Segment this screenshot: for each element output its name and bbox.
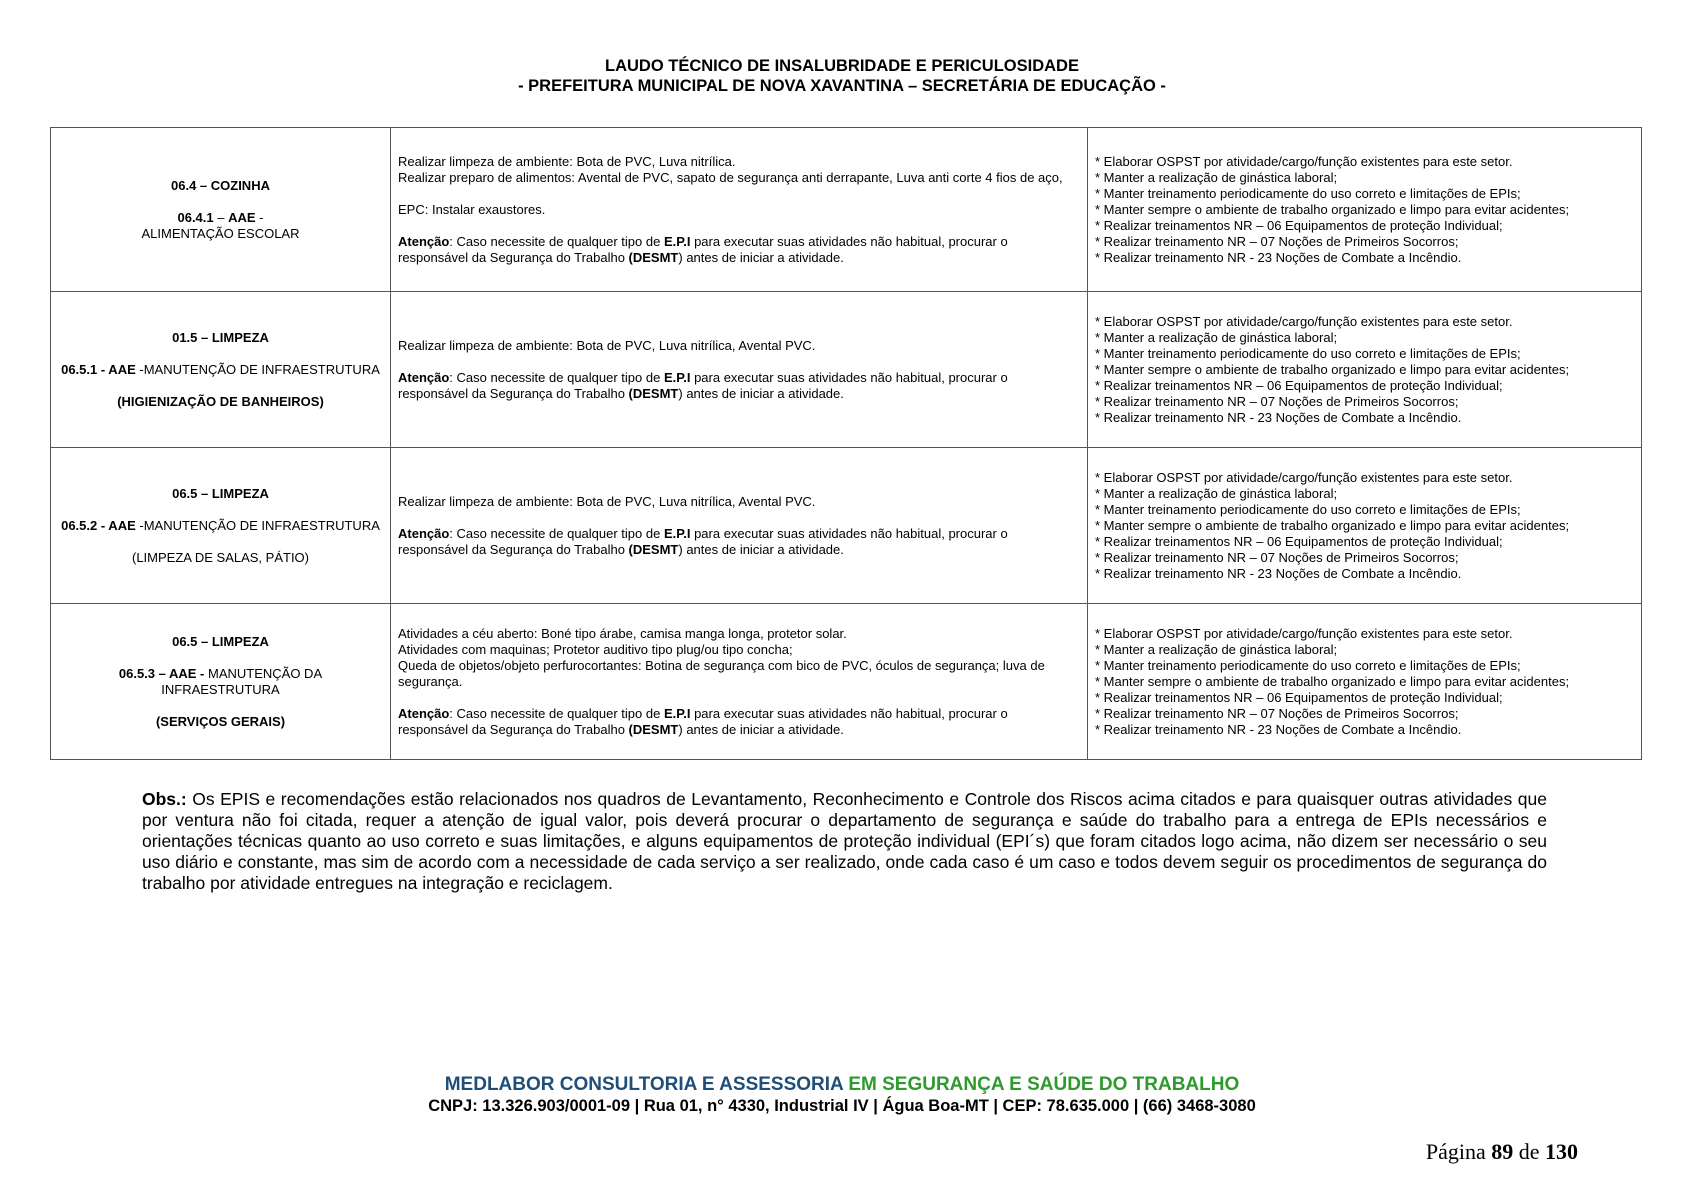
sector-title: 06.5 – LIMPEZA	[172, 485, 269, 501]
epi-line: Atividades com maquinas; Protetor auditivo tipo plug/ou tipo concha;	[398, 641, 793, 657]
sector-title: 06.5 – LIMPEZA	[172, 633, 269, 649]
observation-text: Os EPIS e recomendações estão relacionados nos quadros de Levantamento, Reconhecimento e Controle dos Riscos acima citados e para quaisquer outras atividades que por ventura não foi citada, requer a atenção de igual valor, pois deverá procurar o departamento de segurança e saúde do trabalho para a entrega de EPIs necessários e orientações técnicas quanto ao uso correto e suas limitações, e alguns equipamentos de proteção individual (EPI´s) que foram citados logo acima, não dizem ser necessário o seu uso diário e constante, mas sim de acordo com a necessidade de cada serviço a ser realizado, onde cada caso é um caso e todos devem seguir os procedimentos de segurança do trabalho por atividade entregues na integração e reciclagem.	[142, 789, 1547, 893]
recommendations-cell	[1088, 604, 1642, 760]
footer-company-area: EM SEGURANÇA E SAÚDE DO TRABALHO	[843, 1074, 1240, 1095]
sector-cell	[51, 604, 391, 760]
document-header	[0, 56, 1684, 96]
sub-sector: 06.5.1 - AAE -MANUTENÇÃO DE INFRAESTRUTURA	[61, 361, 380, 377]
table-row	[51, 604, 1642, 760]
recommendations-list: * Elaborar OSPST por atividade/cargo/função existentes para este setor. * Manter a realização de ginástica laboral; * Manter treinamento periodicamente do uso correto e limitações de EPIs; * Manter sempre o ambiente de trabalho organizado e limpo para evitar acidentes; * Realizar treinamentos NR – 06 Equipamentos de proteção Individual; * Realizar treinamento NR – 07 Noções de Primeiros Socorros; * Realizar treinamento NR - 23 Noções de Combate a Incêndio.	[1095, 625, 1570, 737]
epi-cell	[391, 448, 1088, 604]
document-subtitle: - PREFEITURA MUNICIPAL DE NOVA XAVANTINA – SECRETÁRIA DE EDUCAÇÃO -	[518, 77, 1166, 95]
sub-sector-note: (SERVIÇOS GERAIS)	[155, 713, 286, 729]
sub-sector-note: (LIMPEZA DE SALAS, PÁTIO)	[132, 549, 309, 565]
footer-company-name: MEDLABOR CONSULTORIA E ASSESSORIA	[444, 1074, 844, 1095]
table-row	[51, 128, 1642, 292]
recommendations-cell	[1088, 128, 1642, 292]
sector-cell	[51, 292, 391, 448]
sub-sector: 06.4.1 – AAE -	[177, 209, 264, 225]
table-row	[51, 448, 1642, 604]
recommendations-list: * Elaborar OSPST por atividade/cargo/função existentes para este setor. * Manter a realização de ginástica laboral; * Manter treinamento periodicamente do uso correto e limitações de EPIs; * Manter sempre o ambiente de trabalho organizado e limpo para evitar acidentes; * Realizar treinamentos NR – 06 Equipamentos de proteção Individual; * Realizar treinamento NR – 07 Noções de Primeiros Socorros; * Realizar treinamento NR - 23 Noções de Combate a Incêndio.	[1095, 469, 1570, 581]
epi-line: Atividades a céu aberto: Boné tipo árabe, camisa manga longa, protetor solar.	[398, 625, 847, 641]
footer-company	[0, 1074, 1684, 1096]
epi-cell	[391, 292, 1088, 448]
epi-line: Realizar limpeza de ambiente: Bota de PVC, Luva nitrílica, Avental PVC.	[398, 337, 816, 353]
epi-line: Realizar limpeza de ambiente: Bota de PVC, Luva nitrílica.	[398, 153, 736, 169]
sub-sector-note: (HIGIENIZAÇÃO DE BANHEIROS)	[117, 393, 324, 409]
recommendations-cell	[1088, 448, 1642, 604]
document-title: LAUDO TÉCNICO DE INSALUBRIDADE E PERICULOSIDADE	[605, 57, 1079, 75]
attention-note: Atenção: Caso necessite de qualquer tipo de E.P.I para executar suas atividades não habitual, procurar o responsável da Segurança do Trabalho (DESMT) antes de iniciar a atividade.	[398, 369, 1008, 401]
observation-paragraph	[142, 789, 1547, 894]
page-number: Página 89 de 130	[1425, 1139, 1578, 1164]
footer-contact: CNPJ: 13.326.903/0001-09 | Rua 01, n° 4330, Industrial IV | Água Boa-MT | CEP: 78.635.000 | (66) 3468-3080	[428, 1097, 1256, 1115]
sub-sector: 06.5.2 - AAE -MANUTENÇÃO DE INFRAESTRUTURA	[61, 517, 380, 533]
sub-sector: 06.5.3 – AAE - MANUTENÇÃO DA INFRAESTRUTURA	[118, 665, 323, 697]
sector-cell	[51, 128, 391, 292]
epi-recommendations-table	[50, 127, 1642, 760]
recommendations-list: * Elaborar OSPST por atividade/cargo/função existentes para este setor. * Manter a realização de ginástica laboral; * Manter treinamento periodicamente do uso correto e limitações de EPIs; * Manter sempre o ambiente de trabalho organizado e limpo para evitar acidentes; * Realizar treinamentos NR – 06 Equipamentos de proteção Individual; * Realizar treinamento NR – 07 Noções de Primeiros Socorros; * Realizar treinamento NR - 23 Noções de Combate a Incêndio.	[1095, 153, 1570, 265]
recommendations-list: * Elaborar OSPST por atividade/cargo/função existentes para este setor. * Manter a realização de ginástica laboral; * Manter treinamento periodicamente do uso correto e limitações de EPIs; * Manter sempre o ambiente de trabalho organizado e limpo para evitar acidentes; * Realizar treinamentos NR – 06 Equipamentos de proteção Individual; * Realizar treinamento NR – 07 Noções de Primeiros Socorros; * Realizar treinamento NR - 23 Noções de Combate a Incêndio.	[1095, 313, 1570, 425]
epi-cell	[391, 128, 1088, 292]
sub-sector-line2: ALIMENTAÇÃO ESCOLAR	[141, 225, 300, 241]
observation-label: Obs.:	[142, 789, 187, 809]
attention-note: Atenção: Caso necessite de qualquer tipo de E.P.I para executar suas atividades não habitual, procurar o responsável da Segurança do Trabalho (DESMT) antes de iniciar a atividade.	[398, 705, 1008, 737]
epc-line: EPC: Instalar exaustores.	[398, 201, 546, 217]
epi-line: Realizar limpeza de ambiente: Bota de PVC, Luva nitrílica, Avental PVC.	[398, 493, 816, 509]
sector-cell	[51, 448, 391, 604]
table-row	[51, 292, 1642, 448]
attention-note: Atenção: Caso necessite de qualquer tipo de E.P.I para executar suas atividades não habitual, procurar o responsável da Segurança do Trabalho (DESMT) antes de iniciar a atividade.	[398, 525, 1008, 557]
attention-note: Atenção: Caso necessite de qualquer tipo de E.P.I para executar suas atividades não habitual, procurar o responsável da Segurança do Trabalho (DESMT) antes de iniciar a atividade.	[398, 233, 1008, 265]
epi-line: Realizar preparo de alimentos: Avental de PVC, sapato de segurança anti derrapante, Luva anti corte 4 fios de aço,	[398, 169, 1063, 185]
recommendations-cell	[1088, 292, 1642, 448]
sector-title: 06.4 – COZINHA	[171, 177, 270, 193]
sector-title: 01.5 – LIMPEZA	[172, 329, 269, 345]
epi-line: Queda de objetos/objeto perfurocortantes: Botina de segurança com bico de PVC, óculos de segurança; luva de segurança.	[398, 657, 1045, 689]
epi-cell	[391, 604, 1088, 760]
